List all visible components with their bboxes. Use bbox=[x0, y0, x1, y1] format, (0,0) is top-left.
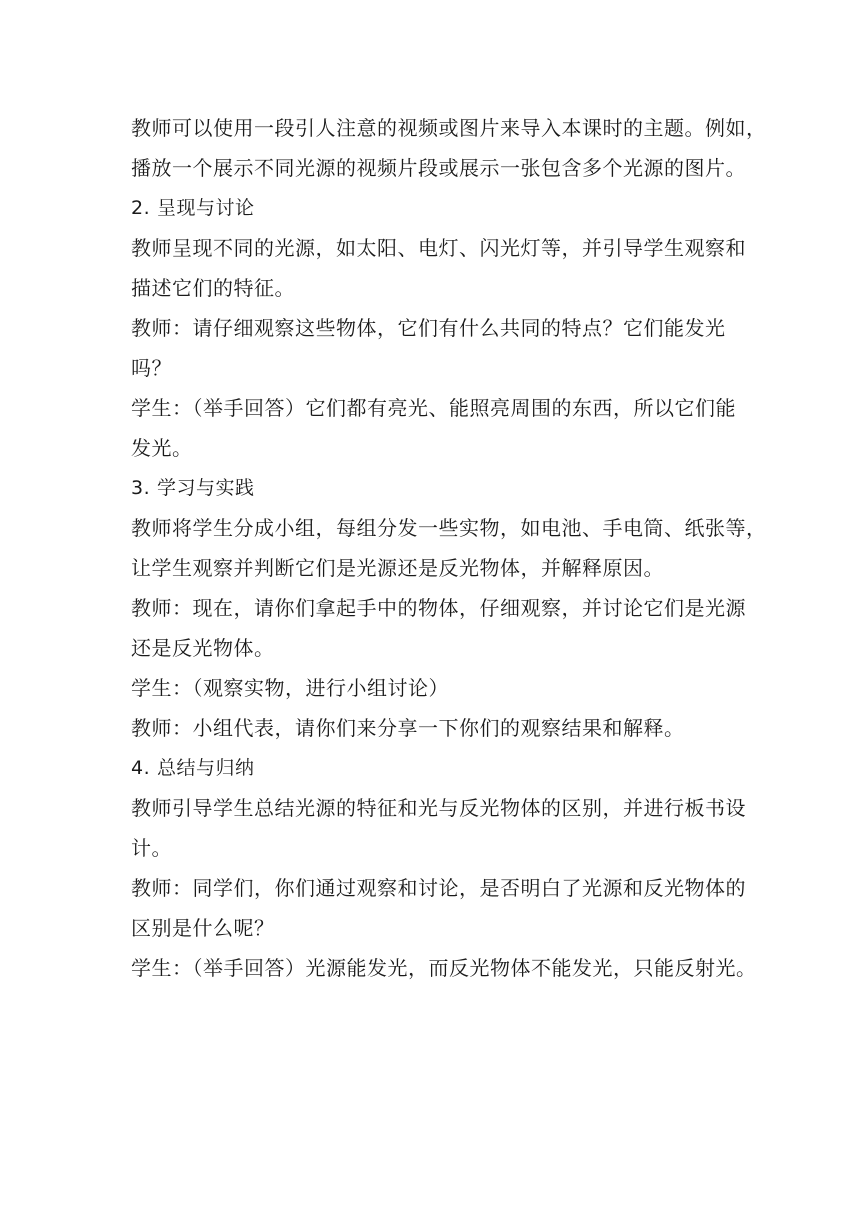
section-heading bbox=[131, 748, 743, 788]
section-number: 3. bbox=[131, 477, 151, 499]
paragraph-line: 教师可以使用一段引人注意的视频或图片来导入本课时的主题。例如， bbox=[131, 116, 767, 140]
paragraph-line: 教师呈现不同的光源，如太阳、电灯、闪光灯等，并引导学生观察和 bbox=[131, 236, 746, 260]
teacher-line: 教师：请仔细观察这些物体，它们有什么共同的特点？它们能发光 bbox=[131, 316, 726, 340]
teacher-line: 教师：小组代表，请你们来分享一下你们的观察结果和解释。 bbox=[131, 716, 685, 740]
section-title: 呈现与讨论 bbox=[157, 197, 255, 219]
teacher-line: 教师：同学们，你们通过观察和讨论，是否明白了光源和反光物体的 bbox=[131, 876, 746, 900]
teacher-line: 吗？ bbox=[131, 356, 172, 380]
paragraph-line: 让学生观察并判断它们是光源还是反光物体，并解释原因。 bbox=[131, 556, 664, 580]
section-number: 2. bbox=[131, 197, 151, 219]
paragraph-line: 播放一个展示不同光源的视频片段或展示一张包含多个光源的图片。 bbox=[131, 156, 746, 180]
paragraph-line: 描述它们的特征。 bbox=[131, 276, 295, 300]
section-heading bbox=[131, 468, 743, 508]
section-heading bbox=[131, 188, 743, 228]
student-line: 学生：（观察实物，进行小组讨论） bbox=[131, 676, 449, 700]
section-title: 总结与归纳 bbox=[157, 757, 255, 779]
teacher-line: 还是反光物体。 bbox=[131, 636, 275, 660]
document-body bbox=[131, 108, 767, 988]
paragraph-line: 计。 bbox=[131, 836, 172, 860]
paragraph-line: 教师将学生分成小组，每组分发一些实物，如电池、手电筒、纸张等， bbox=[131, 516, 767, 540]
student-line: 发光。 bbox=[131, 436, 193, 460]
section-title: 学习与实践 bbox=[157, 477, 255, 499]
teacher-line: 教师：现在，请你们拿起手中的物体，仔细观察，并讨论它们是光源 bbox=[131, 596, 746, 620]
section-number: 4. bbox=[131, 757, 151, 779]
paragraph-line: 教师引导学生总结光源的特征和光与反光物体的区别，并进行板书设 bbox=[131, 796, 746, 820]
student-line: 学生：（举手回答）光源能发光，而反光物体不能发光，只能反射光。 bbox=[131, 956, 757, 980]
student-line: 学生：（举手回答）它们都有亮光、能照亮周围的东西，所以它们能 bbox=[131, 396, 736, 420]
teacher-line: 区别是什么呢？ bbox=[131, 916, 275, 940]
